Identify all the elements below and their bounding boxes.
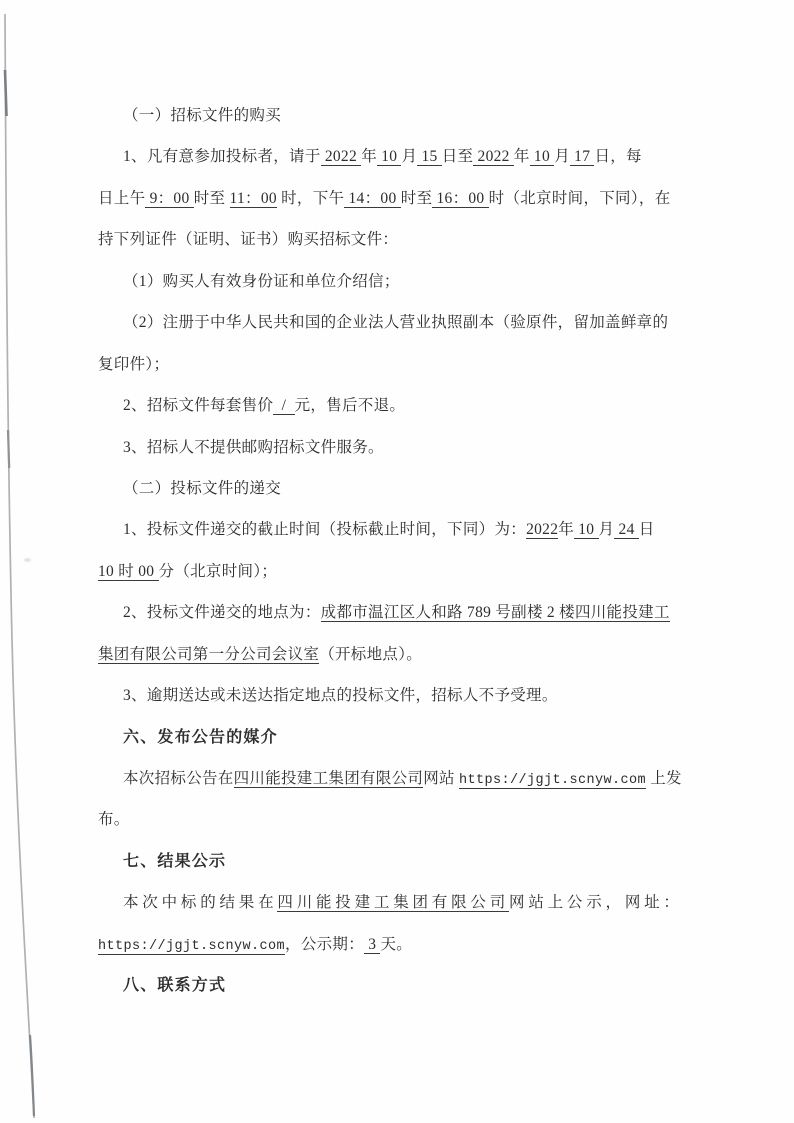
filled-blank: 24	[614, 521, 639, 539]
section-heading-media	[98, 717, 688, 758]
para-deadline-2	[98, 551, 688, 592]
filled-blank: 3	[364, 935, 381, 953]
para-submission-place-1	[98, 592, 688, 633]
text-segment: （开标地点）。	[319, 645, 423, 663]
filled-blank: 17	[570, 148, 595, 166]
filled-blank: 16：00	[432, 189, 489, 207]
filled-blank: 15	[417, 148, 442, 166]
para-purchase-time-1	[98, 136, 688, 177]
filled-blank: 9：00	[145, 189, 194, 207]
para-late-rejection	[98, 675, 688, 716]
text-segment: 日，每	[594, 148, 642, 166]
para-purchase-time-3	[98, 219, 688, 260]
filled-blank: 14：00	[344, 189, 401, 207]
text-segment: 持下列证件（证明、证书）购买招标文件：	[98, 231, 399, 249]
text-segment: 网站上公示，网址：	[509, 894, 683, 912]
filled-blank: 四川能投建工集团有限公司	[277, 894, 510, 912]
filled-blank: /	[273, 397, 295, 415]
text-segment: 八、联系方式	[123, 977, 227, 995]
para-results-2	[98, 924, 688, 965]
text-segment: 3、招标人不提供邮购招标文件服务。	[123, 438, 384, 456]
text-segment: 本次中标的结果在	[123, 894, 278, 912]
text-segment: 月	[554, 148, 570, 166]
text-segment: （二）投标文件的递交	[123, 479, 282, 497]
text-segment: 年	[558, 521, 575, 539]
section-heading-results	[98, 841, 688, 882]
text-segment: 天。	[380, 935, 413, 953]
text-segment: 上发	[646, 770, 682, 787]
text-segment: 年	[361, 148, 378, 166]
text-segment: 时（北京时间，下同），在	[488, 189, 671, 207]
text-segment: 3、逾期送达或未送达指定地点的投标文件，招标人不予受理。	[123, 687, 558, 705]
text-segment: （2）注册于中华人民共和国的企业法人营业执照副本（验原件，留加盖鲜章的	[123, 314, 669, 332]
text-segment: 元，售后不退。	[294, 397, 406, 415]
filled-blank: 10	[574, 521, 599, 539]
text-segment: 本次招标公告在	[123, 770, 234, 787]
para-no-mail-order	[98, 427, 688, 468]
subsection-heading-purchase	[98, 95, 688, 136]
text-segment: 布。	[98, 811, 130, 829]
text-segment: 六、发布公告的媒介	[123, 728, 278, 746]
text-segment: 1、凡有意参加投标者，请于	[123, 148, 321, 166]
filled-blank: 10	[529, 148, 555, 166]
text-segment: 时至	[400, 189, 433, 207]
filled-blank: 2022	[473, 148, 514, 166]
item-business-license-2	[98, 344, 688, 385]
text-segment: 年	[513, 148, 530, 166]
text-segment: 时，下午	[276, 189, 345, 207]
filled-blank: 2022	[526, 521, 559, 539]
para-results-1	[98, 882, 688, 923]
text-segment: 日	[638, 521, 655, 539]
item-buyer-id	[98, 261, 688, 302]
filled-blank: 10 时 00	[98, 562, 159, 580]
subsection-heading-submission	[98, 468, 688, 509]
filled-blank: 10	[377, 148, 402, 166]
filled-blank: 集团有限公司第一分公司会议室	[98, 645, 320, 663]
section-heading-contact	[98, 965, 688, 1006]
text-segment: 日上午	[98, 189, 146, 207]
para-doc-price	[98, 385, 688, 426]
filled-blank: 2022	[320, 148, 362, 166]
para-media-1	[98, 758, 688, 799]
item-business-license-1	[98, 302, 688, 343]
filled-blank: 四川能投建工集团有限公司	[233, 770, 424, 787]
para-media-2	[98, 799, 688, 840]
page-edge-scan-artifact	[0, 0, 48, 1123]
text-segment: 1、投标文件递交的截止时间（投标截止时间，下同）为：	[123, 521, 527, 539]
text-segment: 七、结果公示	[123, 852, 227, 870]
url-text: https://jgjt.scnyw.com	[459, 773, 647, 788]
text-segment: 月	[401, 148, 418, 166]
text-segment: 日至	[441, 148, 474, 166]
text-segment: （一）招标文件的购买	[123, 107, 282, 124]
text-segment: 2、投标文件递交的地点为：	[123, 604, 321, 622]
text-segment: 2、招标文件每套售价	[123, 397, 274, 415]
scan-speck	[24, 558, 31, 562]
document-body	[98, 95, 688, 1007]
text-segment: 复印件）；	[98, 355, 170, 373]
text-segment: 月	[598, 521, 615, 539]
text-segment: 时至	[193, 189, 230, 207]
text-segment: 分（北京时间）；	[158, 562, 278, 580]
para-deadline-1	[98, 509, 688, 550]
text-segment: 网站	[423, 770, 459, 787]
filled-blank: 11：00	[229, 189, 277, 207]
filled-blank: 成都市温江区人和路 789 号副楼 2 楼四川能投建工	[320, 604, 670, 622]
para-purchase-time-2	[98, 178, 688, 219]
para-submission-place-2	[98, 634, 688, 675]
text-segment: （1）购买人有效身份证和单位介绍信；	[123, 272, 400, 290]
url-text: https://jgjt.scnyw.com	[98, 938, 286, 954]
text-segment: ，公示期：	[285, 935, 365, 953]
